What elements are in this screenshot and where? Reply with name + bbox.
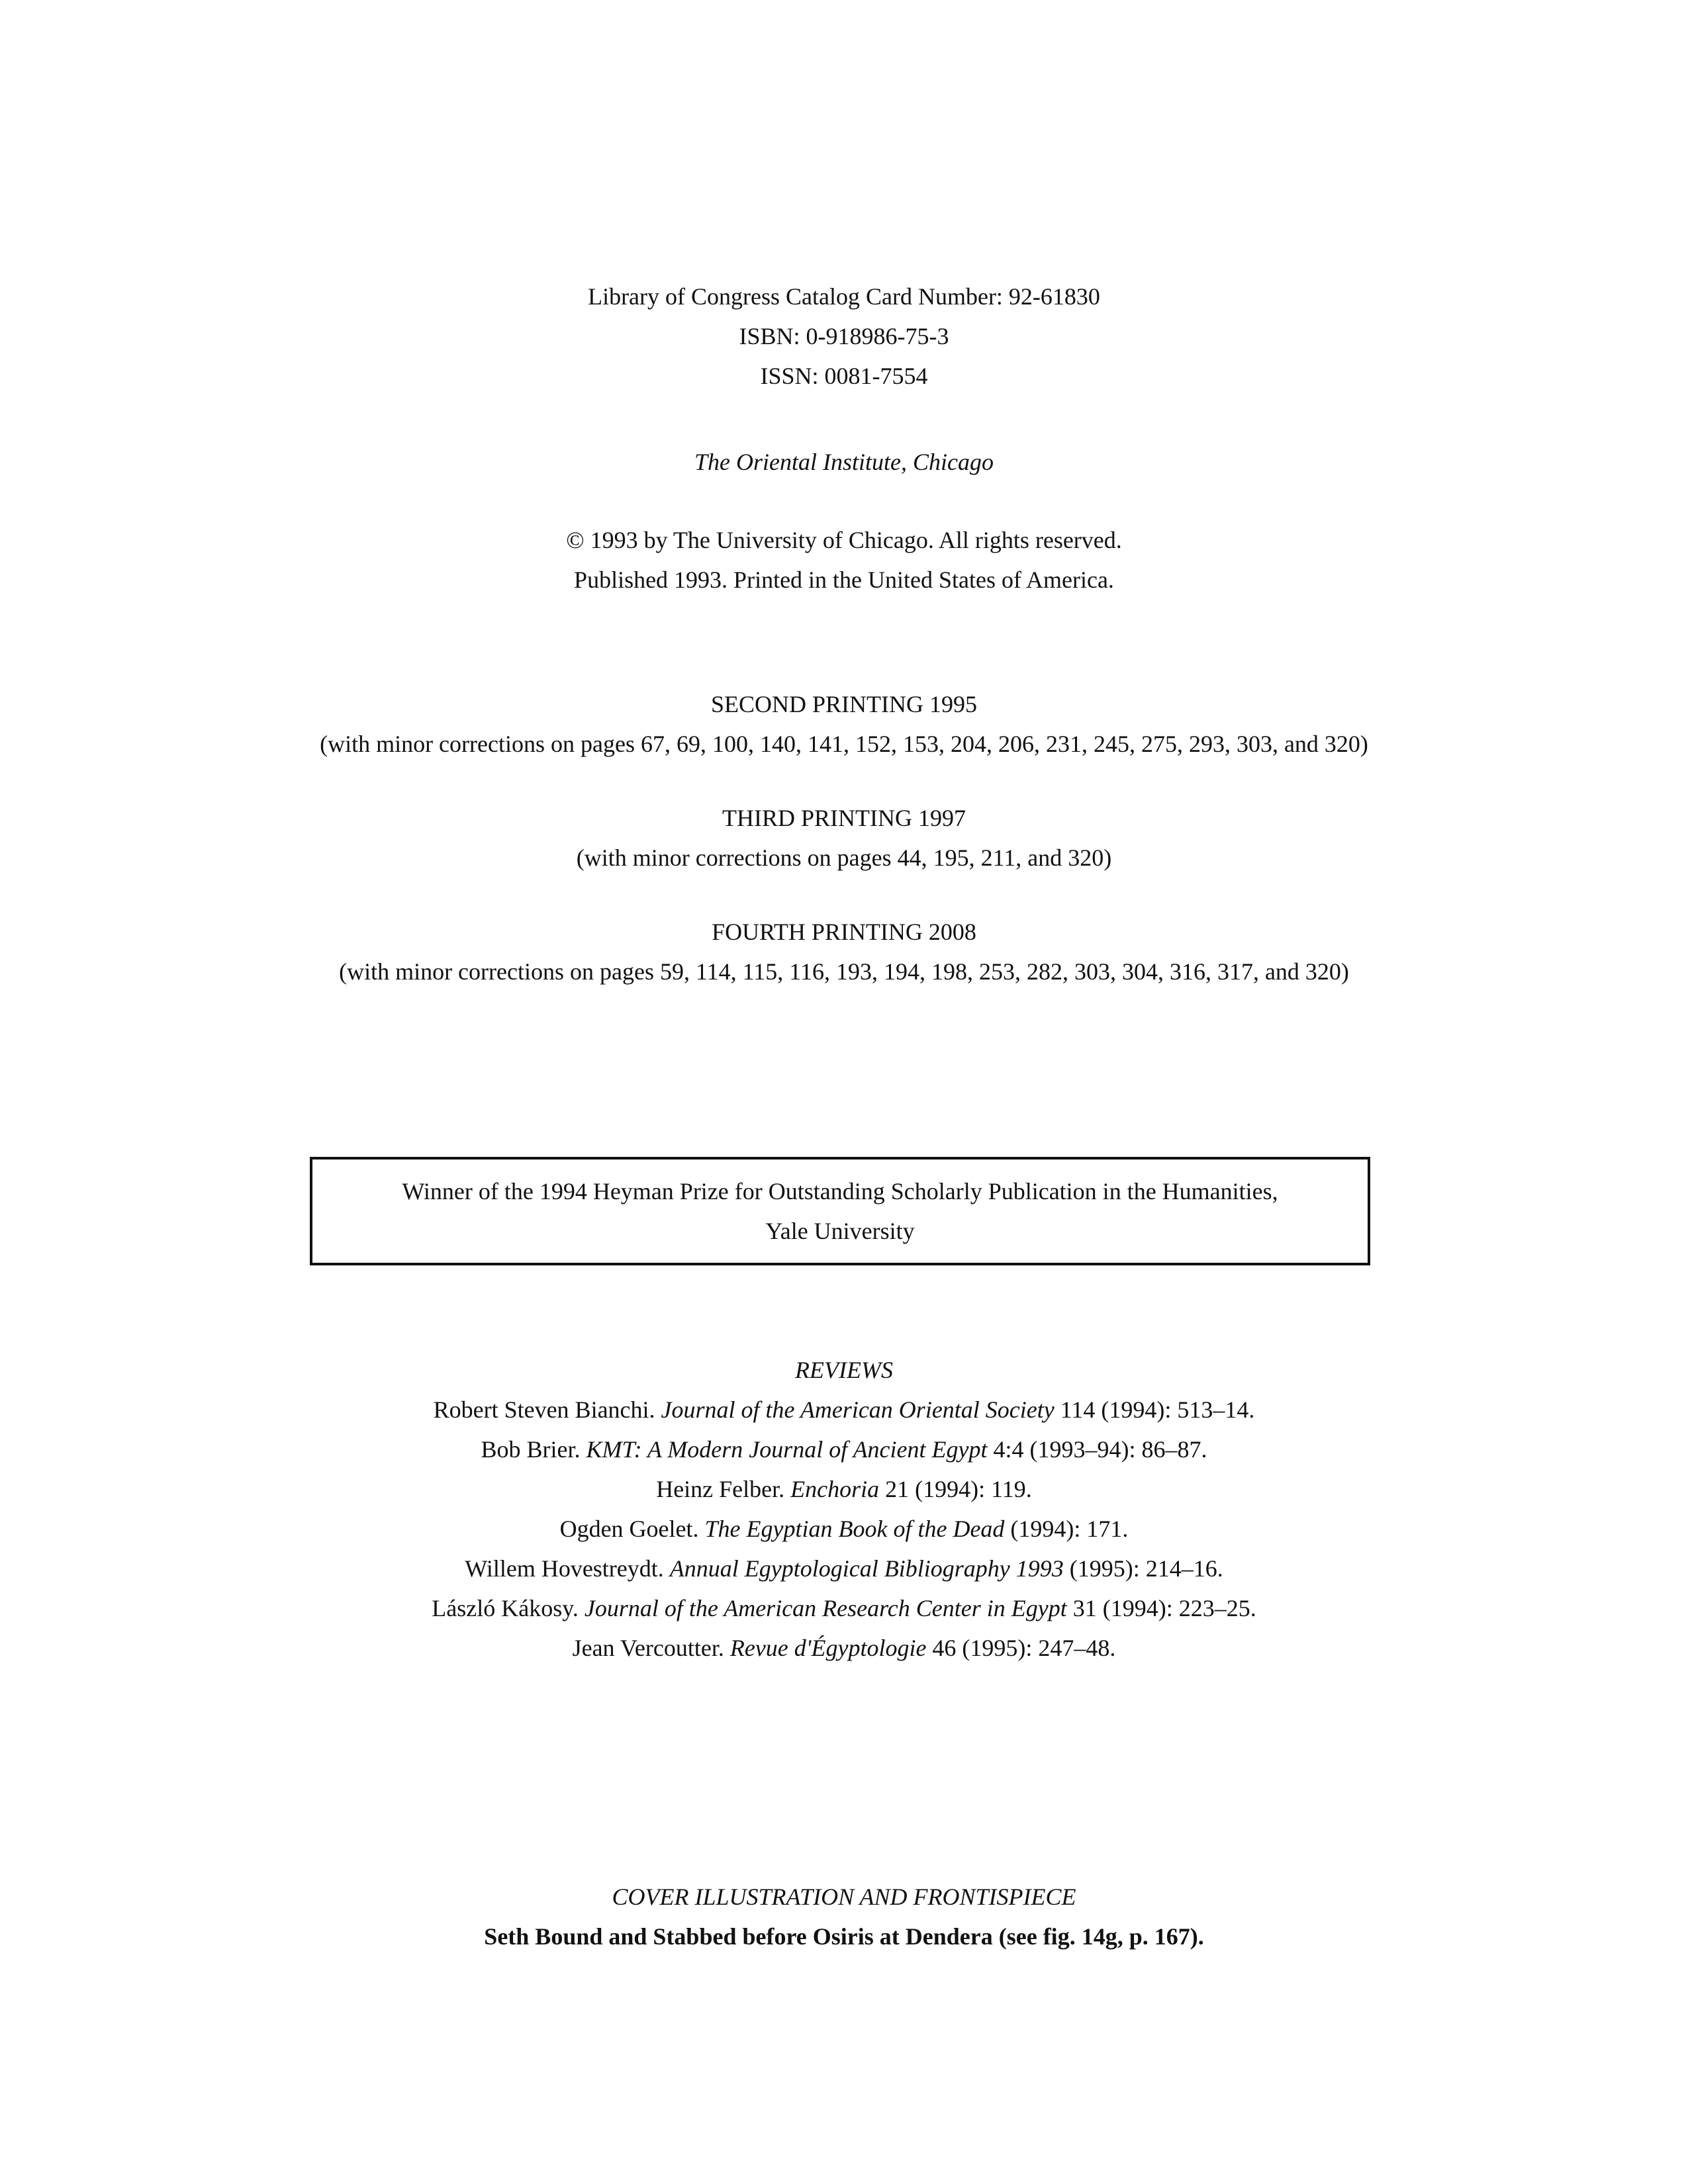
issn-line: ISSN: 0081-7554 <box>760 363 928 389</box>
printing-note: (with minor corrections on pages 59, 114, 115, 116, 193, 194, 198, 253, 282, 303, 304, 316, 317, and 320) <box>339 958 1349 985</box>
review-details: 4:4 (1993–94): 86–87. <box>987 1436 1207 1463</box>
review-item <box>0 1430 1688 1469</box>
review-author: László Kákosy. <box>432 1595 585 1621</box>
review-journal: Journal of the American Oriental Society <box>661 1396 1055 1423</box>
publisher-block <box>0 442 1688 482</box>
review-author: Bob Brier. <box>481 1436 586 1463</box>
review-details: (1995): 214–16. <box>1063 1555 1223 1582</box>
review-journal: KMT: A Modern Journal of Ancient Egypt <box>586 1436 988 1463</box>
isbn-line: ISBN: 0-918986-75-3 <box>739 323 949 349</box>
review-author: Robert Steven Bianchi. <box>433 1396 661 1423</box>
printing-third <box>0 798 1688 878</box>
review-journal: Journal of the American Research Center in Egypt <box>584 1595 1067 1621</box>
review-journal: The Egyptian Book of the Dead <box>704 1516 1005 1542</box>
review-journal: Annual Egyptological Bibliography 1993 <box>669 1555 1064 1582</box>
cover-heading: COVER ILLUSTRATION AND FRONTISPIECE <box>612 1884 1076 1910</box>
review-details: 114 (1994): 513–14. <box>1054 1396 1255 1423</box>
review-item <box>0 1588 1688 1628</box>
review-item <box>0 1469 1688 1509</box>
review-details: (1994): 171. <box>1004 1516 1129 1542</box>
copyright-block <box>0 520 1688 600</box>
reviews-block <box>0 1350 1688 1668</box>
printing-title: FOURTH PRINTING 2008 <box>712 919 976 945</box>
lccn-line: Library of Congress Catalog Card Number: 92-61830 <box>588 283 1100 310</box>
publisher-line: The Oriental Institute, Chicago <box>694 449 994 475</box>
review-details: 31 (1994): 223–25. <box>1066 1595 1256 1621</box>
copyright-line: © 1993 by The University of Chicago. All rights reserved. <box>566 527 1122 553</box>
review-details: 21 (1994): 119. <box>879 1476 1032 1502</box>
review-author: Heinz Felber. <box>656 1476 791 1502</box>
prize-institution: Yale University <box>765 1218 915 1244</box>
review-author: Willem Hovestreydt. <box>465 1555 670 1582</box>
published-line: Published 1993. Printed in the United States of America. <box>574 567 1114 593</box>
prize-line: Winner of the 1994 Heyman Prize for Outstanding Scholarly Publication in the Humanities, <box>402 1178 1278 1205</box>
review-author: Ogden Goelet. <box>559 1516 705 1542</box>
review-item <box>0 1549 1688 1588</box>
printing-title: SECOND PRINTING 1995 <box>710 691 977 717</box>
prize-box <box>310 1157 1370 1265</box>
printing-note: (with minor corrections on pages 44, 195, 211, and 320) <box>576 844 1112 871</box>
printing-title: THIRD PRINTING 1997 <box>722 805 966 831</box>
cover-caption: Seth Bound and Stabbed before Osiris at Dendera (see fig. 14g, p. 167). <box>484 1923 1204 1950</box>
review-item <box>0 1628 1688 1668</box>
printing-note: (with minor corrections on pages 67, 69, 100, 140, 141, 152, 153, 204, 206, 231, 245, 275, 293, 303, and 320) <box>320 731 1368 757</box>
catalog-block <box>0 277 1688 396</box>
reviews-heading: REVIEWS <box>795 1357 893 1383</box>
review-item <box>0 1390 1688 1430</box>
review-details: 46 (1995): 247–48. <box>926 1635 1116 1661</box>
review-item <box>0 1509 1688 1549</box>
review-author: Jean Vercoutter. <box>572 1635 730 1661</box>
review-journal: Revue d'Égyptologie <box>729 1635 927 1661</box>
review-journal: Enchoria <box>790 1476 880 1502</box>
printing-fourth <box>0 912 1688 991</box>
printing-second <box>0 684 1688 764</box>
cover-block <box>0 1877 1688 1956</box>
